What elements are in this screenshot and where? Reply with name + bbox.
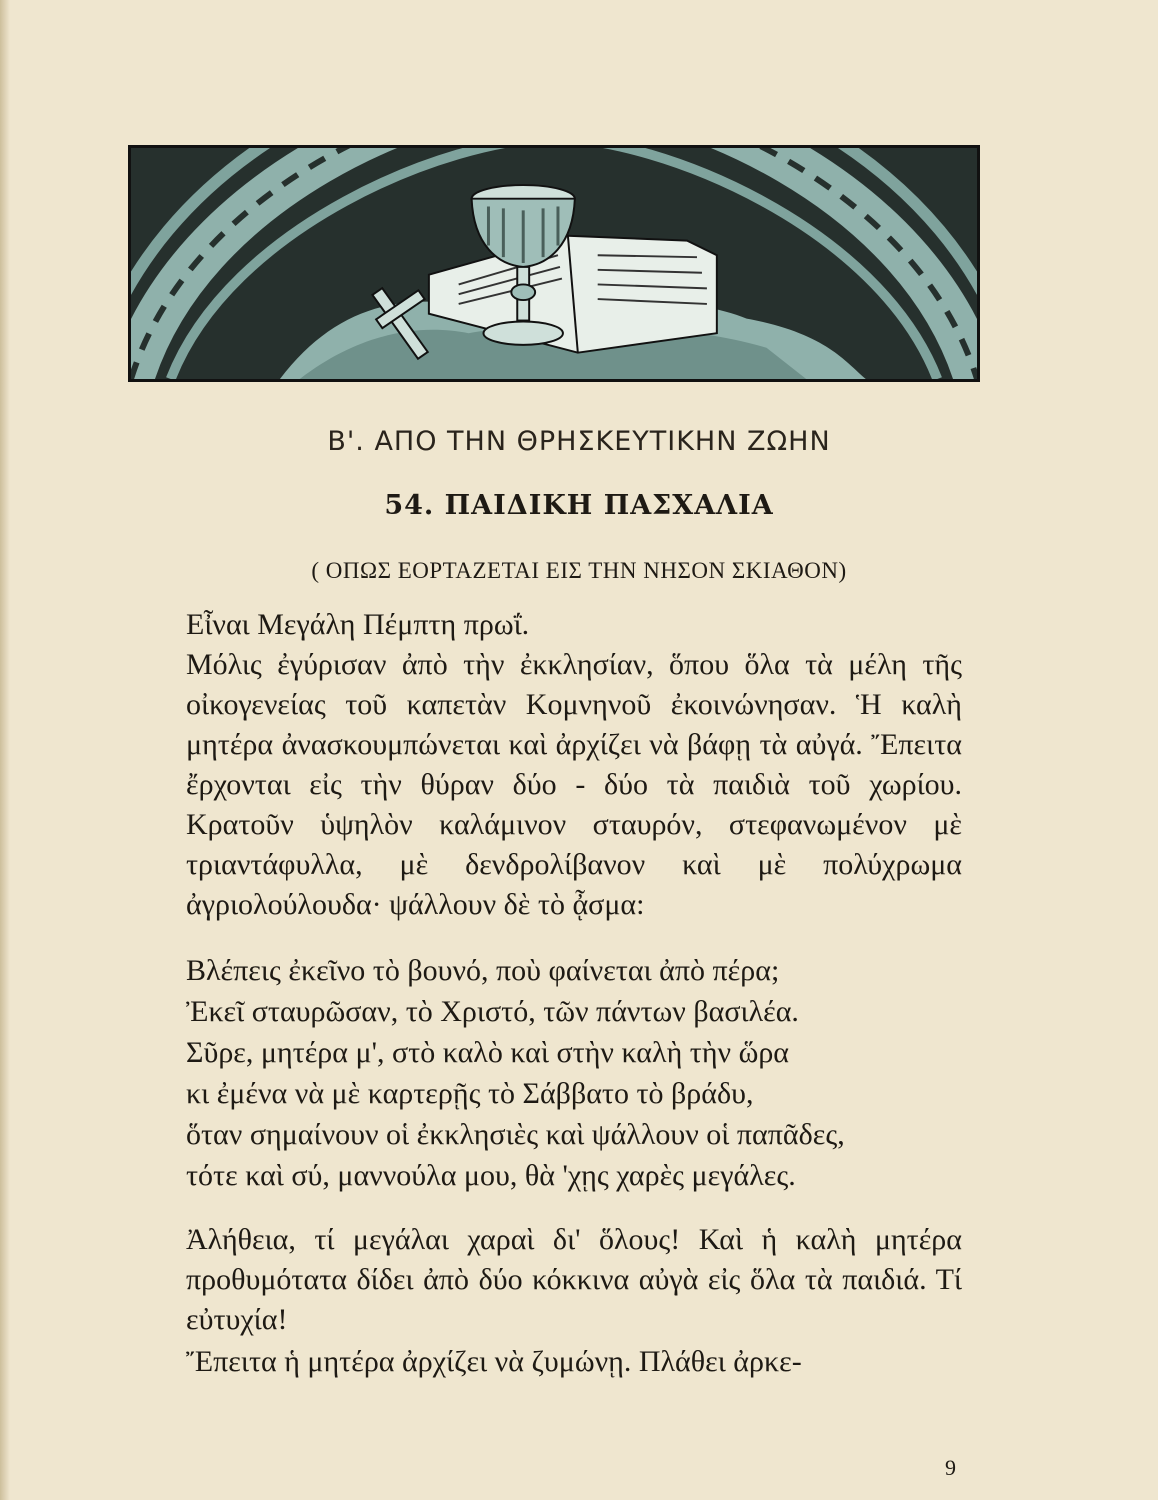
paragraph-2: Μόλις ἐγύρισαν ἀπὸ τὴν ἐκκλησίαν, ὅπου ὅλα τὰ μέλη τῆς οἰκογενείας τοῦ καπετὰν Κομνηνοῦ ἐκοινώνησαν. Ἡ καλὴ μητέρα ἀνασκουμπώνεται καὶ ἀρχίζει νὰ βάφῃ τὰ αὐγά. Ἔπειτα ἔρχονται εἰς τὴν θύραν δύο - δύο τὰ παιδιὰ τοῦ χωρίου. Κρατοῦν ὑψηλὸν καλάμινον σταυρόν, στεφανωμένον μὲ τριαντάφυλλα, μὲ δενδρολίβανον καὶ μὲ πολύχρωμα ἀγριολούλουδα· ψάλλουν δὲ τὸ ᾆσμα: — [186, 648, 962, 921]
poem-line: Σῦρε, μητέρα μ', στὸ καλὸ καὶ στὴν καλὴ τὴν ὥρα — [186, 1036, 790, 1069]
chapter-title: 54. ΠΑΙΔΙΚΗ ΠΑΣΧΑΛΙΑ — [384, 490, 774, 521]
paragraph-4: Ἔπειτα ἡ μητέρα ἀρχίζει νὰ ζυμώνῃ. Πλάθει ἀρκε- — [186, 1345, 802, 1378]
poem-line: Βλέπεις ἐκεῖνο τὸ βουνό, ποὺ φαίνεται ἀπὸ πέρα; — [186, 954, 780, 987]
poem-line: ὅταν σημαίνουν οἱ ἐκκλησιὲς καὶ ψάλλουν οἱ παπᾶδες, — [186, 1118, 845, 1151]
section-heading: Β'. ΑΠΟ ΤΗΝ ΘΡΗΣΚΕΥΤΙΚΗΝ ΖΩΗΝ — [327, 426, 831, 457]
page-number: 9 — [945, 1455, 956, 1480]
poem — [186, 950, 976, 1196]
chalice-book-cross-illustration — [131, 148, 977, 379]
poem-line: τότε καὶ σύ, μαννούλα μου, θὰ 'χῃς χαρὲς μεγάλες. — [186, 1159, 796, 1192]
page-edge — [0, 0, 10, 1500]
paragraph-1: Εἶναι Μεγάλη Πέμπτη πρωΐ. — [186, 608, 530, 641]
poem-line: Ἐκεῖ σταυρῶσαν, τὸ Χριστό, τῶν πάντων βασιλέα. — [186, 995, 799, 1028]
poem-line: κι ἐμένα νὰ μὲ καρτερῇς τὸ Σάββατο τὸ βράδυ, — [186, 1077, 754, 1110]
paragraph-3: Ἀλήθεια, τί μεγάλαι χαραὶ δι' ὅλους! Καὶ ἡ καλὴ μητέρα προθυμότατα δίδει ἀπὸ δύο κόκκινα αὐγὰ εἰς ὅλα τὰ παιδιά. Τί εὐτυχία! — [186, 1223, 962, 1336]
header-illustration — [128, 145, 980, 382]
chapter-subtitle: ( ΟΠΩΣ ΕΟΡΤΑΖΕΤΑΙ ΕΙΣ ΤΗΝ ΝΗΣΟΝ ΣΚΙΑΘΟΝ) — [311, 558, 847, 583]
